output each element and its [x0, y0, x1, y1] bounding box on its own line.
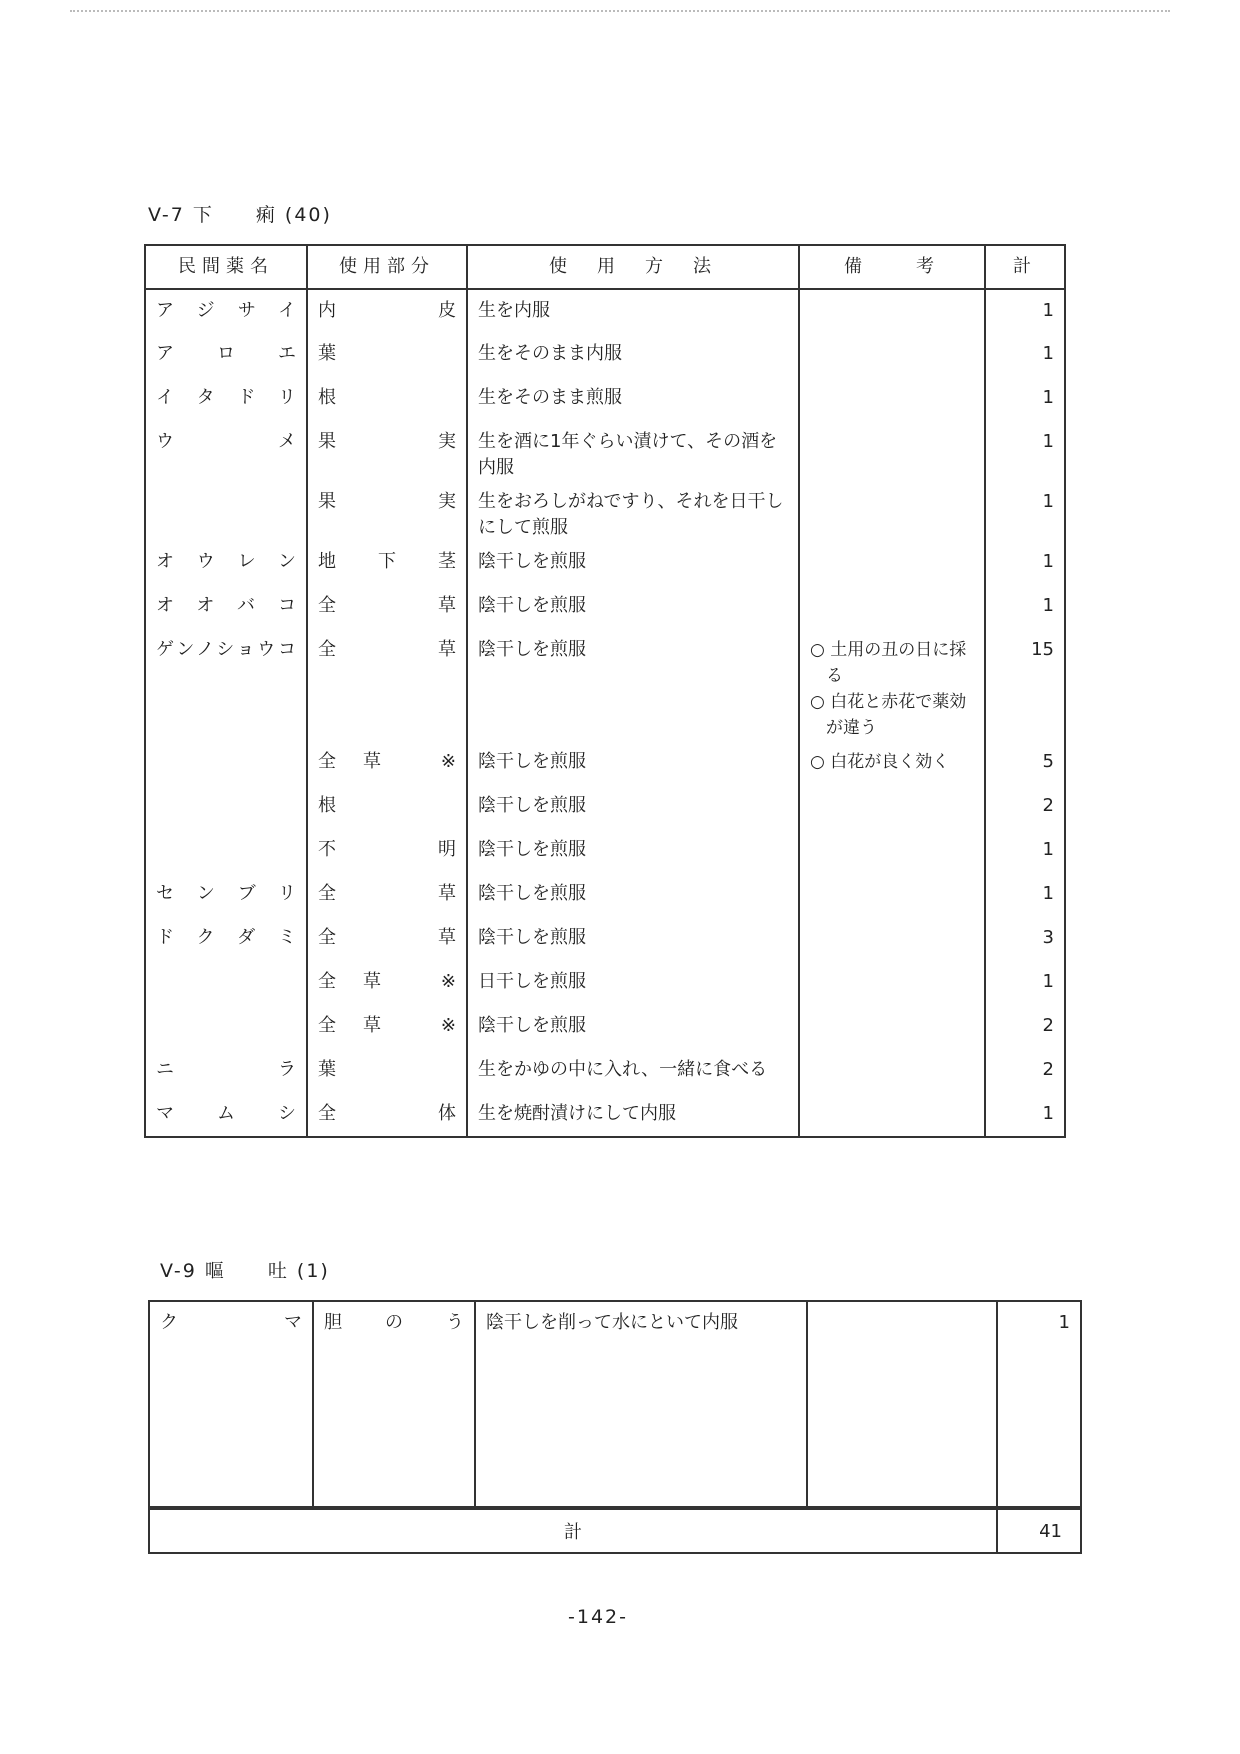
- table-row: [145, 1005, 1065, 1049]
- remedy-name: [145, 481, 307, 541]
- method: 陰干しを煎服: [467, 873, 799, 917]
- part-used: 全草: [307, 873, 467, 917]
- method: 陰干しを煎服: [467, 629, 799, 741]
- part-used: 果実: [307, 481, 467, 541]
- table-row: [145, 1093, 1065, 1137]
- method: 生をおろしがねですり、それを日干しにして煎服: [467, 481, 799, 541]
- table-row: [145, 333, 1065, 377]
- method: 陰干しを削って水にといて内服: [475, 1301, 807, 1507]
- header-remarks: 備 考: [799, 245, 985, 289]
- table-row: [145, 741, 1065, 785]
- header-part-used: 使用部分: [307, 245, 467, 289]
- table-row: [145, 481, 1065, 541]
- total-row: [149, 1509, 1081, 1553]
- total-value: 41: [997, 1509, 1081, 1553]
- method: 生を内服: [467, 289, 799, 333]
- part-used: 葉: [307, 1049, 467, 1093]
- scan-artifact-dots: [70, 10, 1170, 16]
- count: 1: [985, 289, 1065, 333]
- count: 1: [985, 873, 1065, 917]
- count: 5: [985, 741, 1065, 785]
- remarks: [799, 1005, 985, 1049]
- count: 1: [985, 333, 1065, 377]
- part-used: 根: [307, 785, 467, 829]
- method: 陰干しを煎服: [467, 785, 799, 829]
- table-row: [145, 421, 1065, 481]
- table-header-row: [145, 245, 1065, 289]
- method: 陰干しを煎服: [467, 741, 799, 785]
- section-title-vomiting: V-9 嘔 吐 (1): [160, 1260, 330, 1282]
- remedy-name: オオバコ: [145, 585, 307, 629]
- table-row: [149, 1301, 1081, 1507]
- remedy-name: センブリ: [145, 873, 307, 917]
- remedy-name: イタドリ: [145, 377, 307, 421]
- remedy-name: アジサイ: [145, 289, 307, 333]
- remark-line: ○ 白花と赤花で薬効が違う: [810, 692, 967, 738]
- table-row: [145, 585, 1065, 629]
- remedy-name: [145, 1005, 307, 1049]
- total-table: [148, 1508, 1082, 1554]
- table-row: [145, 541, 1065, 585]
- page-number: -142-: [568, 1606, 628, 1628]
- remedy-name: [145, 741, 307, 785]
- remedy-name: [145, 829, 307, 873]
- vomiting-table: [148, 1300, 1082, 1508]
- remedy-name: クマ: [149, 1301, 313, 1507]
- table-row: [145, 917, 1065, 961]
- remedy-name: ゲンノショウコ: [145, 629, 307, 741]
- table-row: [145, 377, 1065, 421]
- table-row: [145, 289, 1065, 333]
- diarrhea-table: [144, 244, 1066, 1138]
- count: 1: [997, 1301, 1081, 1507]
- remarks: [799, 421, 985, 481]
- remarks: [799, 585, 985, 629]
- remarks: [799, 785, 985, 829]
- count: 1: [985, 585, 1065, 629]
- table-row: [145, 873, 1065, 917]
- method: 生をそのまま内服: [467, 333, 799, 377]
- part-used: 全草 ※: [307, 1005, 467, 1049]
- part-used: 全体: [307, 1093, 467, 1137]
- count: 1: [985, 829, 1065, 873]
- remarks: [799, 541, 985, 585]
- method: 陰干しを煎服: [467, 829, 799, 873]
- header-method: 使 用 方 法: [467, 245, 799, 289]
- remarks: [799, 961, 985, 1005]
- method: 生をそのまま煎服: [467, 377, 799, 421]
- remarks: [799, 333, 985, 377]
- count: 15: [985, 629, 1065, 741]
- method: 生をかゆの中に入れ、一緒に食べる: [467, 1049, 799, 1093]
- table-row: [145, 785, 1065, 829]
- count: 1: [985, 541, 1065, 585]
- count: 3: [985, 917, 1065, 961]
- part-used: 全草 ※: [307, 961, 467, 1005]
- part-used: 全草 ※: [307, 741, 467, 785]
- remarks: [799, 629, 985, 741]
- method: 生を焼酎漬けにして内服: [467, 1093, 799, 1137]
- remarks: [807, 1301, 997, 1507]
- part-used: 全草: [307, 917, 467, 961]
- remedy-name: [145, 961, 307, 1005]
- part-used: 全草: [307, 629, 467, 741]
- header-remedy-name: 民間薬名: [145, 245, 307, 289]
- part-used: 果実: [307, 421, 467, 481]
- count: 1: [985, 481, 1065, 541]
- part-used: 根: [307, 377, 467, 421]
- section-title-diarrhea: V-7 下 痢 (40): [148, 204, 332, 226]
- remarks: [799, 917, 985, 961]
- remedy-name: オウレン: [145, 541, 307, 585]
- remedy-name: ドクダミ: [145, 917, 307, 961]
- method: 陰干しを煎服: [467, 541, 799, 585]
- remarks: [799, 1093, 985, 1137]
- part-used: 内皮: [307, 289, 467, 333]
- method: 陰干しを煎服: [467, 917, 799, 961]
- count: 2: [985, 785, 1065, 829]
- count: 1: [985, 1093, 1065, 1137]
- count: 1: [985, 377, 1065, 421]
- table-row: [145, 1049, 1065, 1093]
- method: 日干しを煎服: [467, 961, 799, 1005]
- count: 1: [985, 421, 1065, 481]
- remarks: [799, 481, 985, 541]
- remarks: [799, 377, 985, 421]
- part-used: 葉: [307, 333, 467, 377]
- part-used: 全草: [307, 585, 467, 629]
- part-used: 胆のう: [313, 1301, 475, 1507]
- count: 2: [985, 1049, 1065, 1093]
- total-label: 計: [149, 1509, 997, 1553]
- remedy-name: ニラ: [145, 1049, 307, 1093]
- remark-line: ○ 土用の丑の日に採る: [810, 640, 967, 686]
- part-used: 地下茎: [307, 541, 467, 585]
- header-count: 計: [985, 245, 1065, 289]
- part-used: 不明: [307, 829, 467, 873]
- table-row: [145, 629, 1065, 741]
- count: 2: [985, 1005, 1065, 1049]
- remedy-name: ウメ: [145, 421, 307, 481]
- remedy-name: マムシ: [145, 1093, 307, 1137]
- remark-line: ○ 白花が良く効く: [810, 752, 950, 772]
- remarks: [799, 1049, 985, 1093]
- remarks: [799, 829, 985, 873]
- method: 陰干しを煎服: [467, 585, 799, 629]
- count: 1: [985, 961, 1065, 1005]
- remedy-name: アロエ: [145, 333, 307, 377]
- table-row: [145, 961, 1065, 1005]
- table-row: [145, 829, 1065, 873]
- remarks: [799, 741, 985, 785]
- remarks: [799, 289, 985, 333]
- method: 生を酒に1年ぐらい漬けて、その酒を内服: [467, 421, 799, 481]
- remedy-name: [145, 785, 307, 829]
- remarks: [799, 873, 985, 917]
- method: 陰干しを煎服: [467, 1005, 799, 1049]
